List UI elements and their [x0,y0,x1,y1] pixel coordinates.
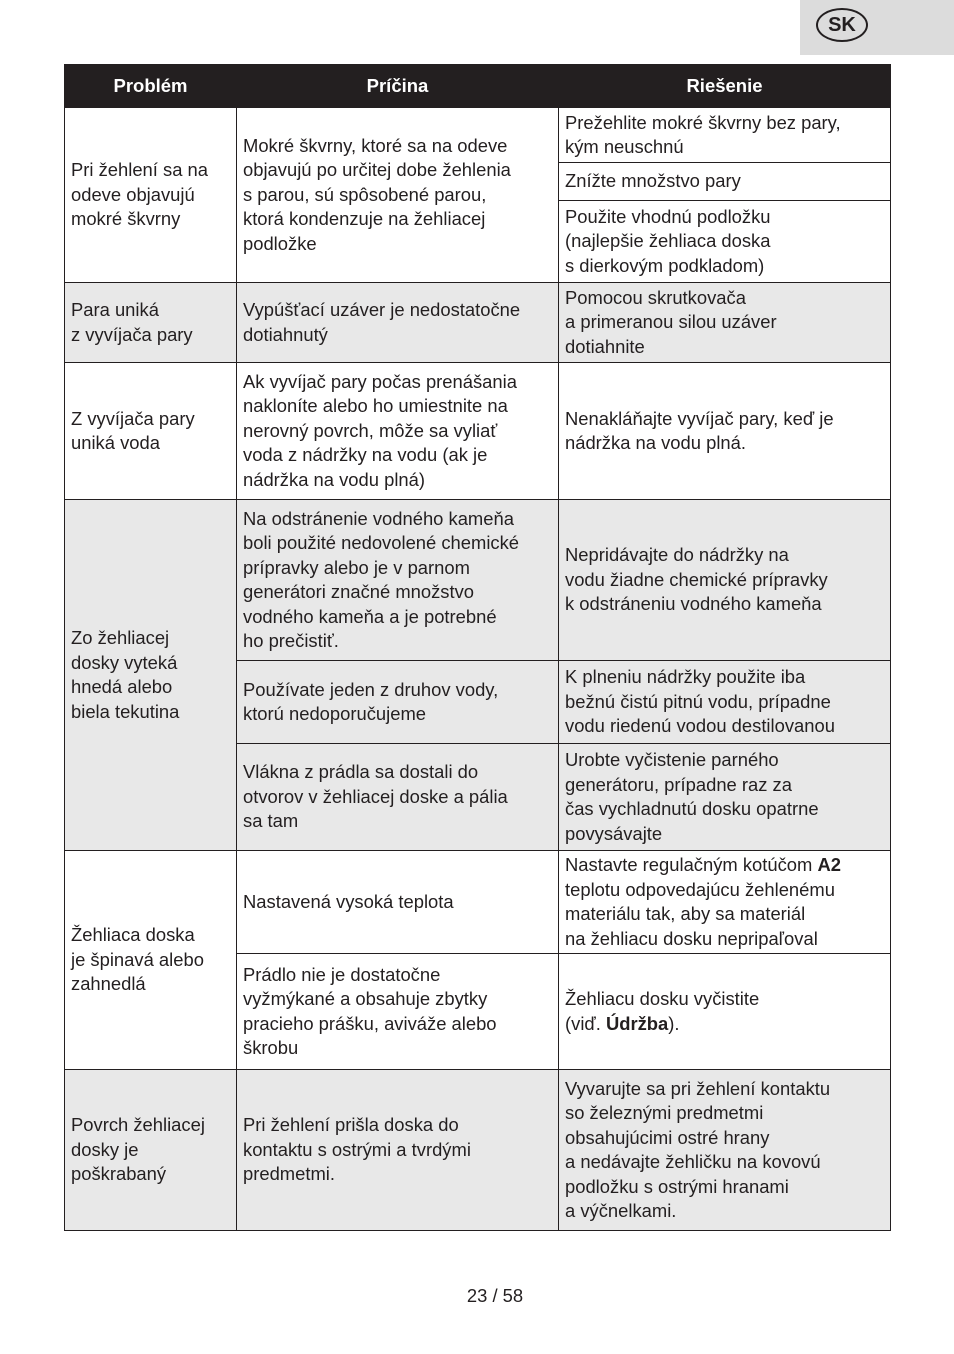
table-row [65,108,891,163]
cause-cell: Mokré škvrny, ktoré sa na odeve objavujú po určitej dobe žehlenia s parou, sú spôsobené parou, ktorá kondenzuje na žehliacej podložke [237,108,559,283]
solution-cell: Pomocou skrutkovača a primeranou silou uzáver dotiahnite [559,283,891,363]
header-solution: Riešenie [559,65,891,108]
header-cause: Príčina [237,65,559,108]
solution-cell: Prežehlite mokré škvrny bez pary, kým neuschnú [559,108,891,163]
table-row [65,1070,891,1231]
table-row [65,851,891,954]
problem-cell: Para uniká z vyvíjača pary [65,283,237,363]
table-header-row [65,65,891,108]
table-row [65,500,891,661]
solution-cell: Vyvarujte sa pri žehlení kontaktu so železnými predmetmi obsahujúcimi ostré hrany a nedávajte žehličku na kovovú podložku s ostrými hranami a výčnelkami. [559,1070,891,1231]
page-number: 23 / 58 [466,1285,524,1306]
table-row [65,363,891,500]
cause-cell: Vypúšťací uzáver je nedostatočne dotiahnutý [237,283,559,363]
language-badge: SK [816,8,868,42]
solution-cell [559,954,891,1070]
solution-text: Žehliacu dosku vyčistite (viď. [565,988,760,1034]
solution-text: Nastavte regulačným kotúčom [565,854,818,875]
solution-cell: Nepridávajte do nádržky na vodu žiadne chemické prípravky k odstráneniu vodného kameňa [559,500,891,661]
problem-cell: Z vyvíjača pary uniká voda [65,363,237,500]
problem-cell: Zo žehliacej dosky vyteká hnedá alebo biela tekutina [65,500,237,851]
troubleshooting-table [64,64,891,1231]
solution-text: ). [668,1012,680,1034]
header-problem: Problém [65,65,237,108]
problem-cell: Povrch žehliacej dosky je poškrabaný [65,1070,237,1231]
solution-text: teplotu odpovedajúcu žehlenému materiálu tak, aby sa materiál na žehliacu dosku nepripaľoval [565,878,835,949]
problem-cell: Žehliaca doska je špinavá alebo zahnedlá [65,851,237,1070]
solution-cell: Urobte vyčistenie parného generátoru, prípadne raz za čas vychladnutú dosku opatrne povysávajte [559,744,891,851]
cause-cell: Vlákna z prádla sa dostali do otvorov v žehliacej doske a pália sa tam [237,744,559,851]
solution-cell: K plneniu nádržky použite iba bežnú čistú pitnú vodu, prípadne vodu riedenú vodou destilovanou [559,661,891,744]
cause-cell: Nastavená vysoká teplota [237,851,559,954]
cause-cell: Pri žehlení prišla doska do kontaktu s ostrými a tvrdými predmetmi. [237,1070,559,1231]
solution-cell: Nenakláňajte vyvíjač pary, keď je nádržka na vodu plná. [559,363,891,500]
solution-cell [559,851,891,954]
control-reference: A2 [817,854,841,875]
cause-cell: Ak vyvíjač pary počas prenášania nakloníte alebo ho umiestnite na nerovný povrch, môže sa vyliať voda z nádržky na vodu (ak je nádržka na vodu plná) [237,363,559,500]
solution-cell: Znížte množstvo pary [559,163,891,201]
cause-cell: Prádlo nie je dostatočne vyžmýkané a obsahuje zbytky pracieho prášku, aviváže alebo škrobu [237,954,559,1070]
cause-cell: Používate jeden z druhov vody, ktorú nedoporučujeme [237,661,559,744]
table-row [65,283,891,363]
cause-cell: Na odstránenie vodného kameňa boli použité nedovolené chemické prípravky alebo je v parnom generátori značné množstvo vodného kameňa a je potrebné ho prečistiť. [237,500,559,661]
solution-cell: Použite vhodnú podložku (najlepšie žehliaca doska s dierkovým podkladom) [559,201,891,283]
problem-cell: Pri žehlení sa na odeve objavujú mokré škvrny [65,108,237,283]
maintenance-reference: Údržba [605,1012,669,1034]
